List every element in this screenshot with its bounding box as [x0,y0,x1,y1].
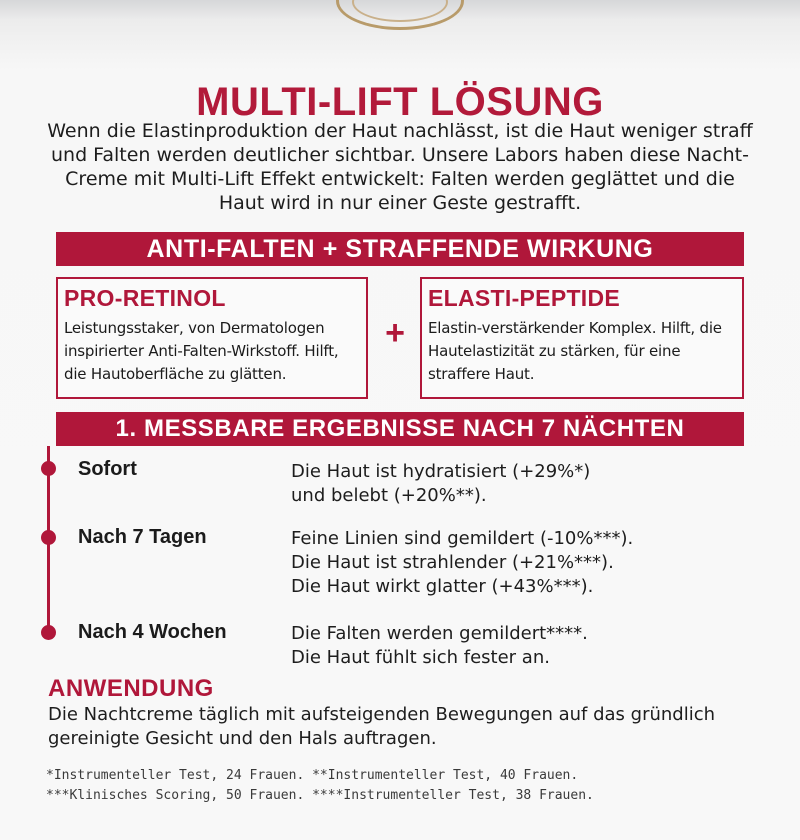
result-label-4-wochen: Nach 4 Wochen [78,621,227,643]
ingredient-description: Leistungsstaker, von Dermatologen inspirierter Anti-Falten-Wirkstoff. Hilft, die Hautoberfläche zu glätten. [64,319,339,383]
result-line: Die Haut ist hydratisiert (+29%*) [291,461,591,482]
result-line: Die Haut fühlt sich fester an. [291,647,550,668]
result-text-sofort [291,460,590,508]
result-label-sofort: Sofort [78,458,137,480]
ingredient-box-pro-retinol [56,277,368,399]
usage-heading: ANWENDUNG [48,675,214,702]
page-title: MULTI-LIFT LÖSUNG [196,80,604,124]
result-label-7-tagen: Nach 7 Tagen [78,526,207,548]
result-text-4-wochen [291,622,588,670]
effect-banner: ANTI-FALTEN + STRAFFENDE WIRKUNG [56,232,744,266]
ingredient-box-elasti-peptide [420,277,744,399]
result-text-7-tagen [291,527,633,599]
ingredient-name: ELASTI-PEPTIDE [428,285,621,311]
footnote-line: *Instrumenteller Test, 24 Frauen. **Instrumenteller Test, 40 Frauen. [46,768,579,783]
intro-paragraph: Wenn die Elastinproduktion der Haut nachlässt, ist die Haut weniger straff und Falten werden deutlicher sichtbar. Unsere Labors haben diese Nacht-Creme mit Multi-Lift Effekt entwickelt: Falten werden geglättet und die Haut wird in nur einer Geste gestrafft. [47,120,753,214]
results-banner: 1. MESSBARE ERGEBNISSE NACH 7 NÄCHTEN [56,412,744,446]
timeline-dot-icon [41,625,56,640]
timeline-dot-icon [41,461,56,476]
footnote-line: ***Klinisches Scoring, 50 Frauen. ****Instrumenteller Test, 38 Frauen. [46,788,594,803]
result-line: Feine Linien sind gemildert (-10%***). [291,528,634,549]
result-line: Die Falten werden gemildert****. [291,623,588,644]
ingredient-description: Elastin-verstärkender Komplex. Hilft, die Hautelastizität zu stärken, für eine straffere Haut. [428,319,722,383]
ingredient-name: PRO-RETINOL [64,285,226,311]
result-line: Die Haut wirkt glatter (+43%***). [291,576,594,597]
usage-text: Die Nachtcreme täglich mit aufsteigenden Bewegungen auf das gründlich gereinigte Gesicht und den Hals auftragen. [48,704,716,749]
result-line: und belebt (+20%**). [291,485,487,506]
result-line: Die Haut ist strahlender (+21%***). [291,552,614,573]
plus-icon: + [385,314,405,352]
timeline-dot-icon [41,530,56,545]
